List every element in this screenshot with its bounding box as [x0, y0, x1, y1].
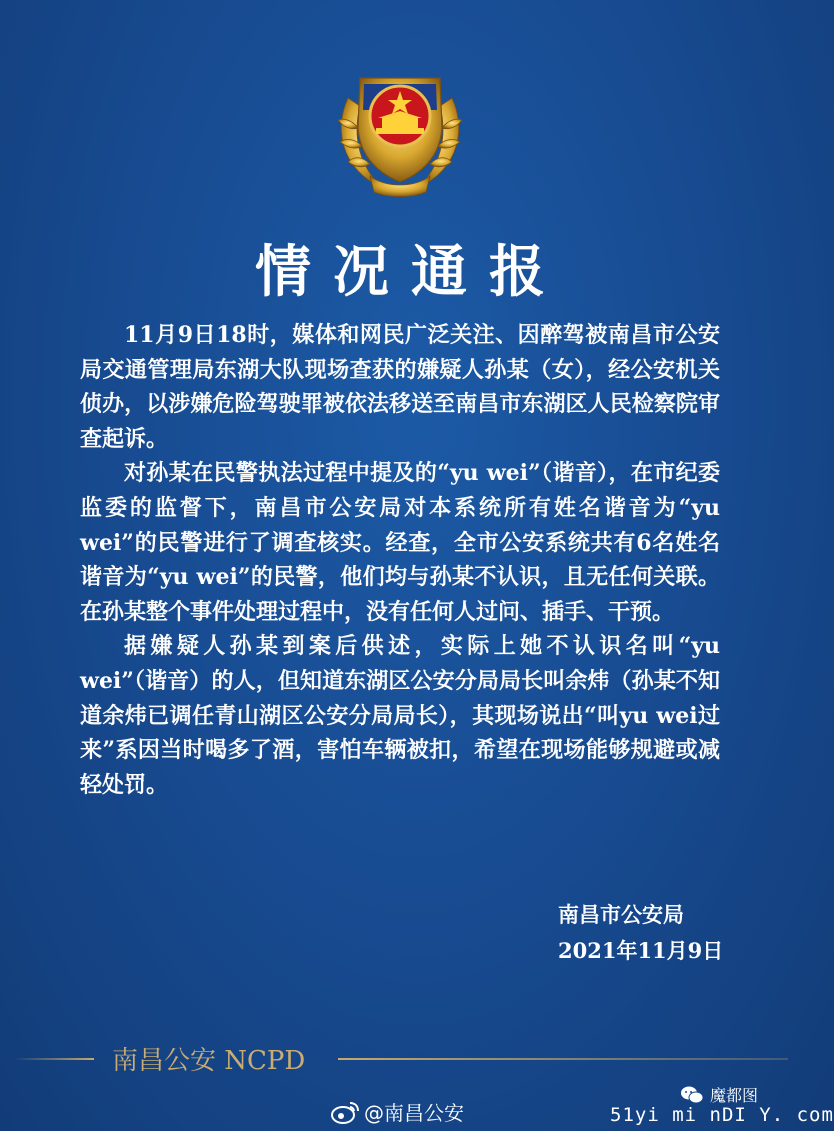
notice-body	[80, 318, 743, 802]
footer-label: 南昌公安 NCPD	[112, 1046, 306, 1076]
page-title: 情况通报	[255, 240, 567, 305]
footer-bar	[0, 1040, 800, 1080]
watermark-top-text: 魔都图	[710, 1086, 759, 1105]
signature-date: 2021年11月9日	[558, 938, 724, 963]
paragraph-2: 对孙某在民警执法过程中提及的“yu wei”（谐音），在市纪委监委的监督下，南昌市公安局对本系统所有姓名谐音为“yu wei”的民警进行了调查核实。经查，全市公安系统共有6名姓名谐音为“yu wei”的民警，他们均与孙某不认识，且无任何关联。在孙某整个事件处理过程中，没有任何人过问、插手、干预。	[80, 460, 743, 625]
wechat-icon	[680, 1085, 704, 1105]
weibo-handle[interactable]	[330, 1097, 464, 1126]
footer-divider-right	[338, 1058, 788, 1060]
watermark-top	[680, 1083, 758, 1106]
paragraph-1: 11月9日18时，媒体和网民广泛关注、因醉驾被南昌市公安局交通管理局东湖大队现场查获的嫌疑人孙某（女），经公安机关侦办，以涉嫌危险驾驶罪被依法移送至南昌市东湖区人民检察院审查起诉。	[80, 322, 720, 452]
signature-block	[558, 897, 758, 969]
weibo-icon	[330, 1099, 360, 1125]
footer-divider-left	[14, 1058, 94, 1060]
paragraph-3: 据嫌疑人孙某到案后供述，实际上她不认识名叫“yu wei”（谐音）的人，但知道东湖区公安分局局长叫余炜（孙某不知道余炜已调任青山湖区公安分局局长），其现场说出“叫yu wei过来”系因当时喝多了酒，害怕车辆被扣，希望在现场能够规避或减轻处罚。	[80, 633, 720, 798]
police-emblem-icon	[330, 58, 470, 203]
watermark-bottom: 51yi mi nDI Y. com	[610, 1104, 834, 1126]
weibo-handle-text: @南昌公安	[364, 1101, 464, 1125]
signature-org: 南昌市公安局	[558, 902, 684, 927]
